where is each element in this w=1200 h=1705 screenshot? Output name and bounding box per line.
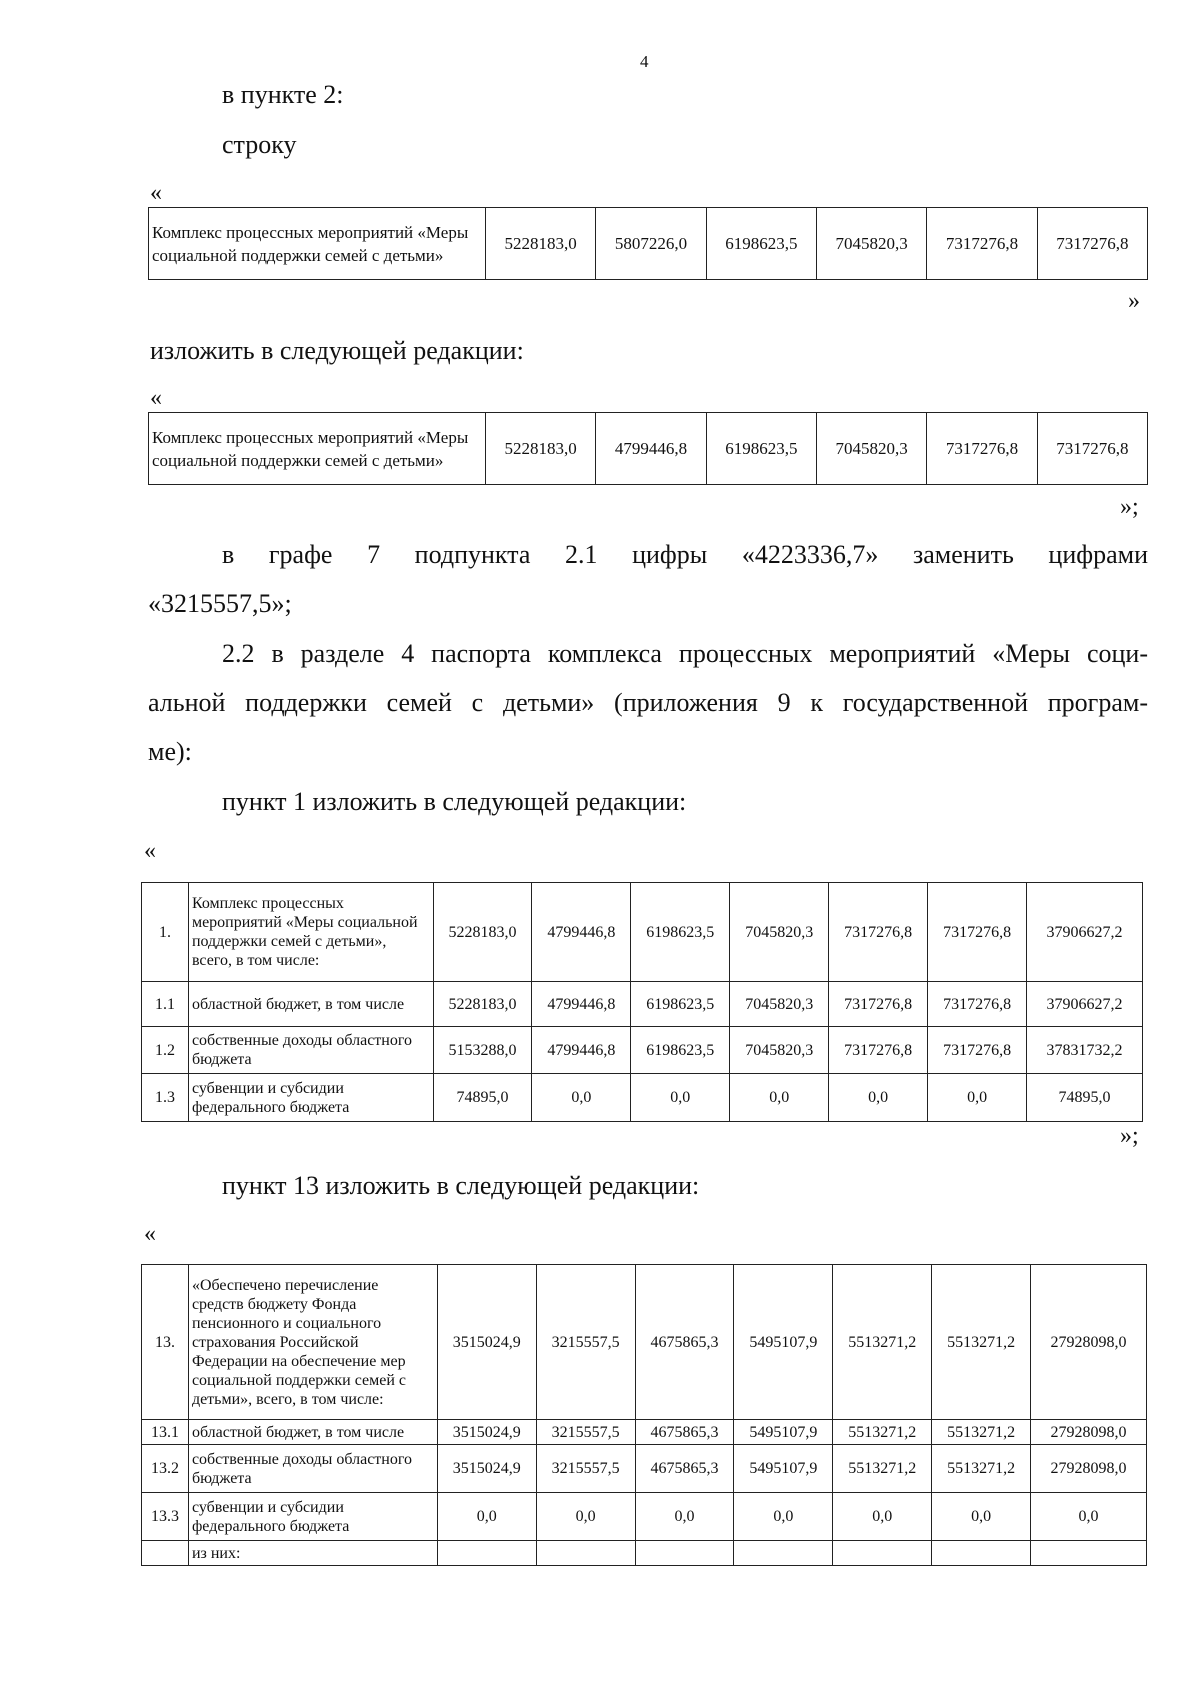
row-name: собственные доходы областного бюджета: [188, 1027, 433, 1074]
cell-value: 6198623,5: [706, 208, 816, 280]
cell-value: 5228183,0: [433, 883, 532, 982]
para-punkt1: пункт 1 изложить в следующей редакции:: [222, 787, 687, 816]
cell-value: 5153288,0: [433, 1027, 532, 1074]
cell-value: 6198623,5: [631, 1027, 730, 1074]
row-name: Комплекс процессных мероприятий «Меры социальной поддержки семей с детьми», всего, в том числе:: [188, 883, 433, 982]
cell-value: 5228183,0: [486, 413, 596, 485]
cell-value: 0,0: [631, 1074, 730, 1122]
cell-value: 0,0: [829, 1074, 928, 1122]
cell-value: 7317276,8: [927, 208, 1037, 280]
cell-value: 7317276,8: [1037, 208, 1147, 280]
table-row: [149, 413, 1148, 485]
cell-value: 7317276,8: [1037, 413, 1147, 485]
cell-value: 4799446,8: [532, 982, 631, 1027]
cell-value: 0,0: [437, 1493, 536, 1541]
row-index: 13.1: [142, 1420, 189, 1445]
cell-value: 7317276,8: [928, 982, 1027, 1027]
cell-value: 5228183,0: [433, 982, 532, 1027]
para-stroku: строку: [222, 130, 297, 159]
cell-value: 7317276,8: [829, 1027, 928, 1074]
quote-open-4: «: [144, 1221, 156, 1247]
cell-value: 7045820,3: [730, 1027, 829, 1074]
cell-value: 7317276,8: [829, 883, 928, 982]
row-name: Комплекс процессных мероприятий «Меры социальной поддержки семей с детьми»: [149, 413, 486, 485]
row-name: Комплекс процессных мероприятий «Меры социальной поддержки семей с детьми»: [149, 208, 486, 280]
para-22-line2: альной поддержки семей с детьми» (приложения 9 к государственной програм-: [148, 688, 1148, 717]
cell-value: 5513271,2: [833, 1420, 932, 1445]
table-row: [142, 1027, 1143, 1074]
cell-value: 37906627,2: [1027, 883, 1143, 982]
para-punkt13: пункт 13 изложить в следующей редакции:: [222, 1171, 700, 1200]
cell-value: 4799446,8: [596, 413, 706, 485]
quote-open-1: «: [150, 180, 162, 206]
cell-value: [932, 1541, 1031, 1566]
cell-value: 6198623,5: [706, 413, 816, 485]
para-grafa-line2: «3215557,5»;: [148, 589, 292, 618]
table-row: [142, 1074, 1143, 1122]
cell-value: 3515024,9: [437, 1420, 536, 1445]
table-row: [142, 883, 1143, 982]
cell-value: 5495107,9: [734, 1420, 833, 1445]
cell-value: 3515024,9: [437, 1265, 536, 1420]
cell-value: 4799446,8: [532, 1027, 631, 1074]
cell-value: 7045820,3: [730, 982, 829, 1027]
para-p2: в пункте 2:: [222, 80, 344, 109]
cell-value: 27928098,0: [1031, 1420, 1147, 1445]
cell-value: [734, 1541, 833, 1566]
cell-value: 27928098,0: [1031, 1265, 1147, 1420]
table-punkt13: [141, 1264, 1147, 1566]
row-name: областной бюджет, в том числе: [188, 1420, 437, 1445]
table-row: [142, 1265, 1147, 1420]
cell-value: 4675865,3: [635, 1420, 734, 1445]
row-index: 13.3: [142, 1493, 189, 1541]
cell-value: 0,0: [635, 1493, 734, 1541]
cell-value: 3515024,9: [437, 1445, 536, 1493]
cell-value: 7317276,8: [928, 883, 1027, 982]
cell-value: 74895,0: [1027, 1074, 1143, 1122]
cell-value: 0,0: [536, 1493, 635, 1541]
cell-value: 5513271,2: [833, 1445, 932, 1493]
table-old-row: [148, 207, 1148, 280]
cell-value: 7045820,3: [816, 208, 926, 280]
para-22-line1: 2.2 в разделе 4 паспорта комплекса процессных мероприятий «Меры соци-: [222, 639, 1148, 668]
cell-value: 7317276,8: [928, 1027, 1027, 1074]
cell-value: [635, 1541, 734, 1566]
cell-value: [437, 1541, 536, 1566]
cell-value: [833, 1541, 932, 1566]
cell-value: 4675865,3: [635, 1445, 734, 1493]
cell-value: 0,0: [928, 1074, 1027, 1122]
cell-value: 0,0: [730, 1074, 829, 1122]
row-name: субвенции и субсидии федерального бюджета: [188, 1074, 433, 1122]
cell-value: 6198623,5: [631, 982, 730, 1027]
cell-value: 3215557,5: [536, 1265, 635, 1420]
row-index: 1.: [142, 883, 189, 982]
cell-value: [1031, 1541, 1147, 1566]
cell-value: 5495107,9: [734, 1445, 833, 1493]
cell-value: 37906627,2: [1027, 982, 1143, 1027]
para-grafa-line1: в графе 7 подпункта 2.1 цифры «4223336,7» заменить цифрами: [222, 540, 1148, 569]
cell-value: 0,0: [532, 1074, 631, 1122]
table-new-row: [148, 412, 1148, 485]
cell-value: 5495107,9: [734, 1265, 833, 1420]
cell-value: 0,0: [932, 1493, 1031, 1541]
quote-open-3: «: [144, 838, 156, 864]
cell-value: 7045820,3: [816, 413, 926, 485]
row-name: собственные доходы областного бюджета: [188, 1445, 437, 1493]
cell-value: 7317276,8: [829, 982, 928, 1027]
cell-value: 5228183,0: [486, 208, 596, 280]
cell-value: 7045820,3: [730, 883, 829, 982]
row-index: 13.: [142, 1265, 189, 1420]
cell-value: 74895,0: [433, 1074, 532, 1122]
cell-value: 5513271,2: [932, 1420, 1031, 1445]
table-row: [149, 208, 1148, 280]
cell-value: 3215557,5: [536, 1420, 635, 1445]
para-22-line3: ме):: [148, 737, 192, 766]
cell-value: 5513271,2: [932, 1445, 1031, 1493]
cell-value: 27928098,0: [1031, 1445, 1147, 1493]
cell-value: 6198623,5: [631, 883, 730, 982]
cell-value: 4675865,3: [635, 1265, 734, 1420]
quote-close-1: »: [1128, 288, 1140, 314]
row-index: 1.3: [142, 1074, 189, 1122]
cell-value: 37831732,2: [1027, 1027, 1143, 1074]
quote-open-2: «: [150, 385, 162, 411]
page-number: 4: [640, 52, 649, 71]
cell-value: 5513271,2: [833, 1265, 932, 1420]
quote-close-3: »;: [1120, 1123, 1139, 1149]
cell-value: 5807226,0: [596, 208, 706, 280]
table-row: [142, 982, 1143, 1027]
row-name: из них:: [188, 1541, 437, 1566]
row-index: 13.2: [142, 1445, 189, 1493]
row-index: 1.2: [142, 1027, 189, 1074]
cell-value: 5513271,2: [932, 1265, 1031, 1420]
table-row: [142, 1541, 1147, 1566]
table-punkt1: [141, 882, 1143, 1122]
cell-value: 0,0: [734, 1493, 833, 1541]
table-row: [142, 1420, 1147, 1445]
cell-value: 7317276,8: [927, 413, 1037, 485]
cell-value: 0,0: [833, 1493, 932, 1541]
cell-value: 0,0: [1031, 1493, 1147, 1541]
cell-value: 3215557,5: [536, 1445, 635, 1493]
row-index: [142, 1541, 189, 1566]
table-row: [142, 1493, 1147, 1541]
row-name: субвенции и субсидии федерального бюджета: [188, 1493, 437, 1541]
cell-value: [536, 1541, 635, 1566]
quote-close-2: »;: [1120, 494, 1139, 520]
row-name: «Обеспечено перечисление средств бюджету Фонда пенсионного и социального страхования Российской Федерации на обеспечение мер социальной поддержки семей с детьми», всего, в том числе:: [188, 1265, 437, 1420]
table-row: [142, 1445, 1147, 1493]
row-index: 1.1: [142, 982, 189, 1027]
cell-value: 4799446,8: [532, 883, 631, 982]
para-new-edition: изложить в следующей редакции:: [150, 336, 524, 365]
row-name: областной бюджет, в том числе: [188, 982, 433, 1027]
